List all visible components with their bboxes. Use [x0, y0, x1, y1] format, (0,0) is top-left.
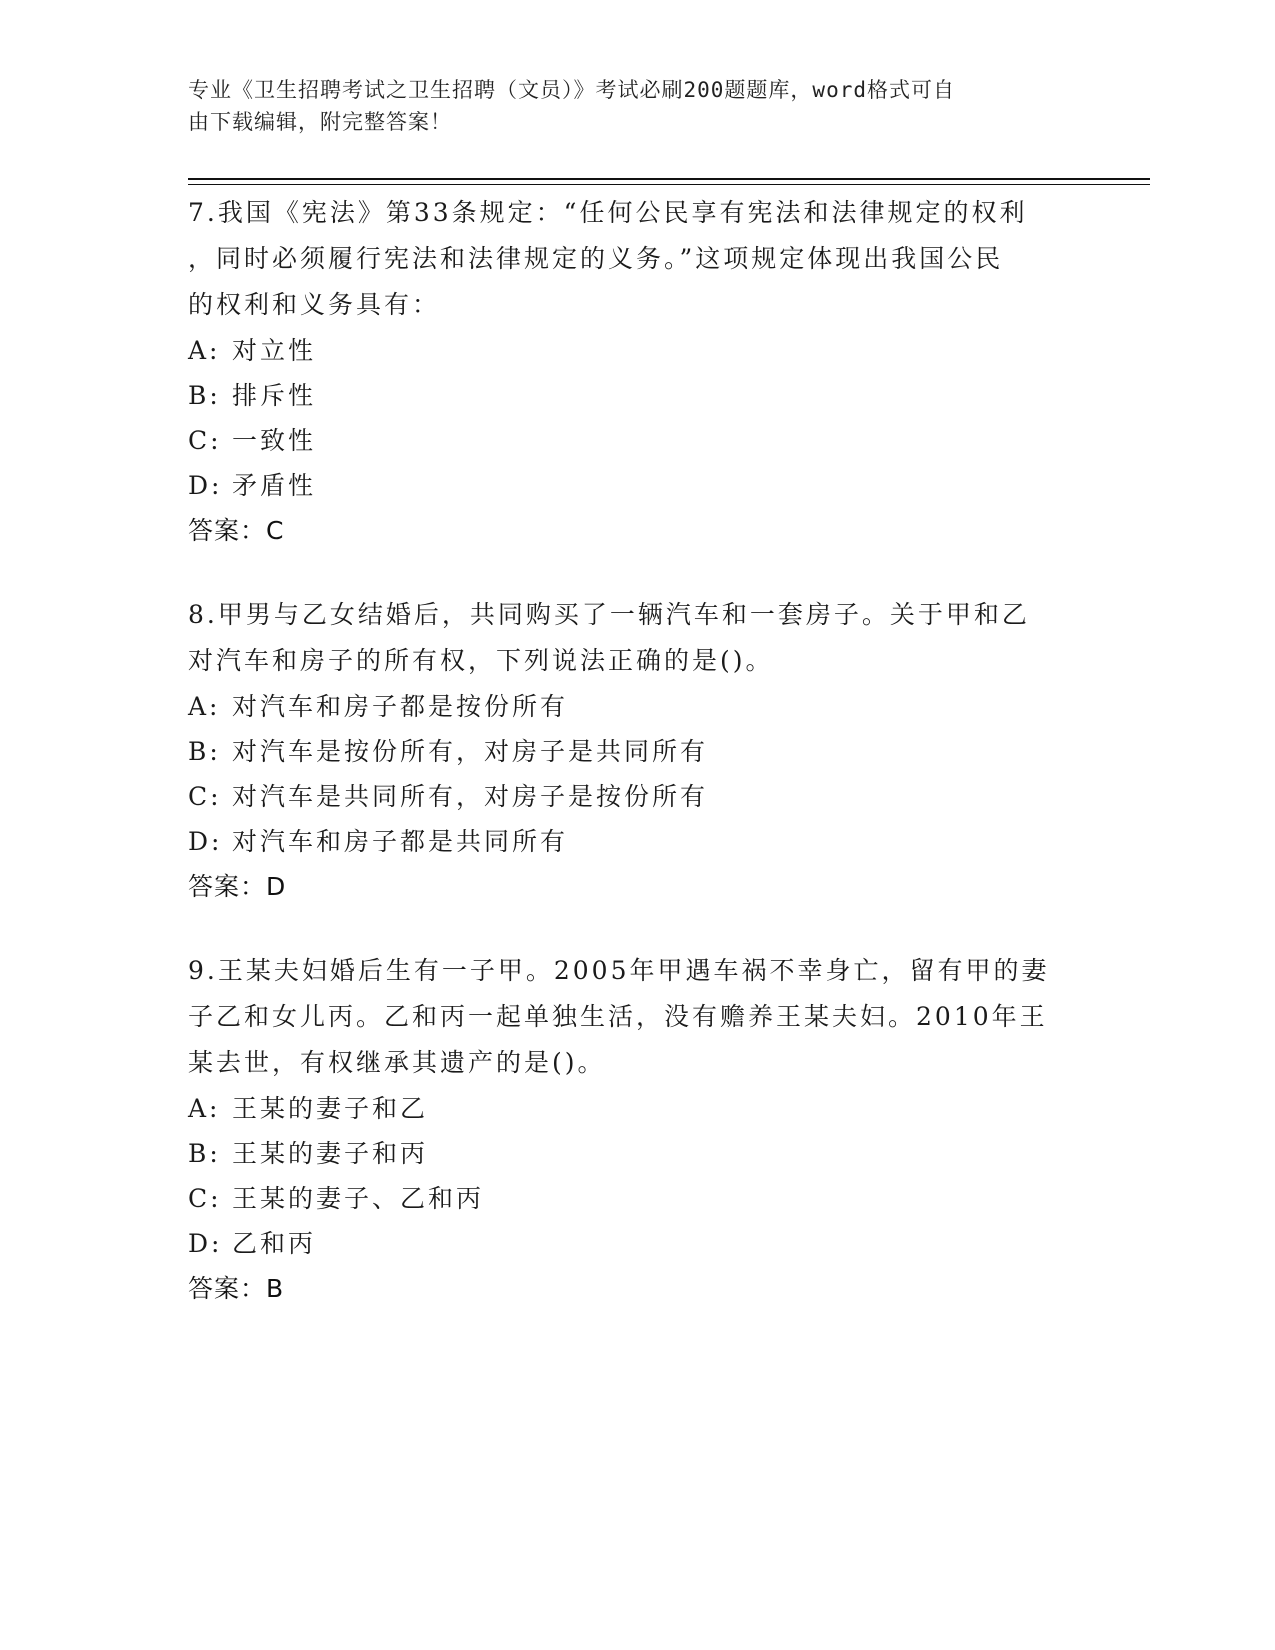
option-text: 排斥性	[232, 381, 317, 410]
option-text: 王某的妻子和乙	[232, 1094, 429, 1123]
option-letter: A:	[188, 1094, 221, 1123]
question-stem-line: ，同时必须履行宪法和法律规定的义务。”这项规定体现出我国公民	[188, 244, 1004, 273]
question-8	[188, 592, 1088, 910]
answer-line: 答案：C	[188, 516, 285, 545]
option-b	[188, 373, 1088, 418]
header-divider-thick	[188, 178, 1150, 180]
option-letter: D:	[188, 827, 223, 856]
question-stem-line: 9.王某夫妇婚后生有一子甲。2005年甲遇车祸不幸身亡，留有甲的妻	[188, 956, 1050, 985]
question-stem-line: 7.我国《宪法》第33条规定：“任何公民享有宪法和法律规定的权利	[188, 198, 1028, 227]
option-d	[188, 1221, 1088, 1266]
question-stem-line: 8.甲男与乙女结婚后，共同购买了一辆汽车和一套房子。关于甲和乙	[188, 600, 1030, 629]
option-c	[188, 774, 1088, 819]
option-a	[188, 684, 1088, 729]
option-b	[188, 729, 1088, 774]
option-letter: A:	[188, 336, 221, 365]
question-stem-line: 子乙和女儿丙。乙和丙一起单独生活，没有赡养王某夫妇。2010年王	[188, 1002, 1048, 1031]
header-divider-thin	[188, 184, 1150, 185]
option-text: 矛盾性	[232, 471, 317, 500]
option-a	[188, 328, 1088, 373]
option-b	[188, 1131, 1088, 1176]
option-text: 一致性	[232, 426, 317, 455]
option-letter: B:	[188, 1139, 221, 1168]
option-text: 对汽车和房子都是按份所有	[232, 692, 569, 721]
option-c	[188, 418, 1088, 463]
option-letter: C:	[188, 782, 222, 811]
option-c	[188, 1176, 1088, 1221]
question-9	[188, 948, 1088, 1312]
option-letter: B:	[188, 737, 221, 766]
option-letter: D:	[188, 471, 223, 500]
answer-line: 答案：D	[188, 872, 287, 901]
question-stem-line: 某去世，有权继承其遗产的是()。	[188, 1048, 606, 1077]
answer-line: 答案：B	[188, 1274, 285, 1303]
option-letter: D:	[188, 1229, 223, 1258]
document-header	[188, 74, 1078, 138]
option-text: 对汽车是按份所有，对房子是共同所有	[232, 737, 709, 766]
option-text: 对立性	[232, 336, 317, 365]
option-text: 王某的妻子和丙	[232, 1139, 429, 1168]
option-letter: B:	[188, 381, 221, 410]
header-line-2: 由下载编辑，附完整答案！	[188, 110, 452, 134]
question-stem-line: 对汽车和房子的所有权，下列说法正确的是()。	[188, 646, 774, 675]
option-text: 对汽车和房子都是共同所有	[232, 827, 569, 856]
option-d	[188, 463, 1088, 508]
question-list	[188, 190, 1088, 1350]
option-text: 王某的妻子、乙和丙	[232, 1184, 485, 1213]
option-a	[188, 1086, 1088, 1131]
option-d	[188, 819, 1088, 864]
question-7	[188, 190, 1088, 554]
option-text: 乙和丙	[232, 1229, 317, 1258]
option-text: 对汽车是共同所有，对房子是按份所有	[232, 782, 709, 811]
option-letter: C:	[188, 1184, 222, 1213]
header-line-1: 专业《卫生招聘考试之卫生招聘（文员）》考试必刷200题题库，word格式可自	[188, 78, 955, 102]
option-letter: A:	[188, 692, 221, 721]
option-letter: C:	[188, 426, 222, 455]
question-stem-line: 的权利和义务具有：	[188, 290, 441, 319]
